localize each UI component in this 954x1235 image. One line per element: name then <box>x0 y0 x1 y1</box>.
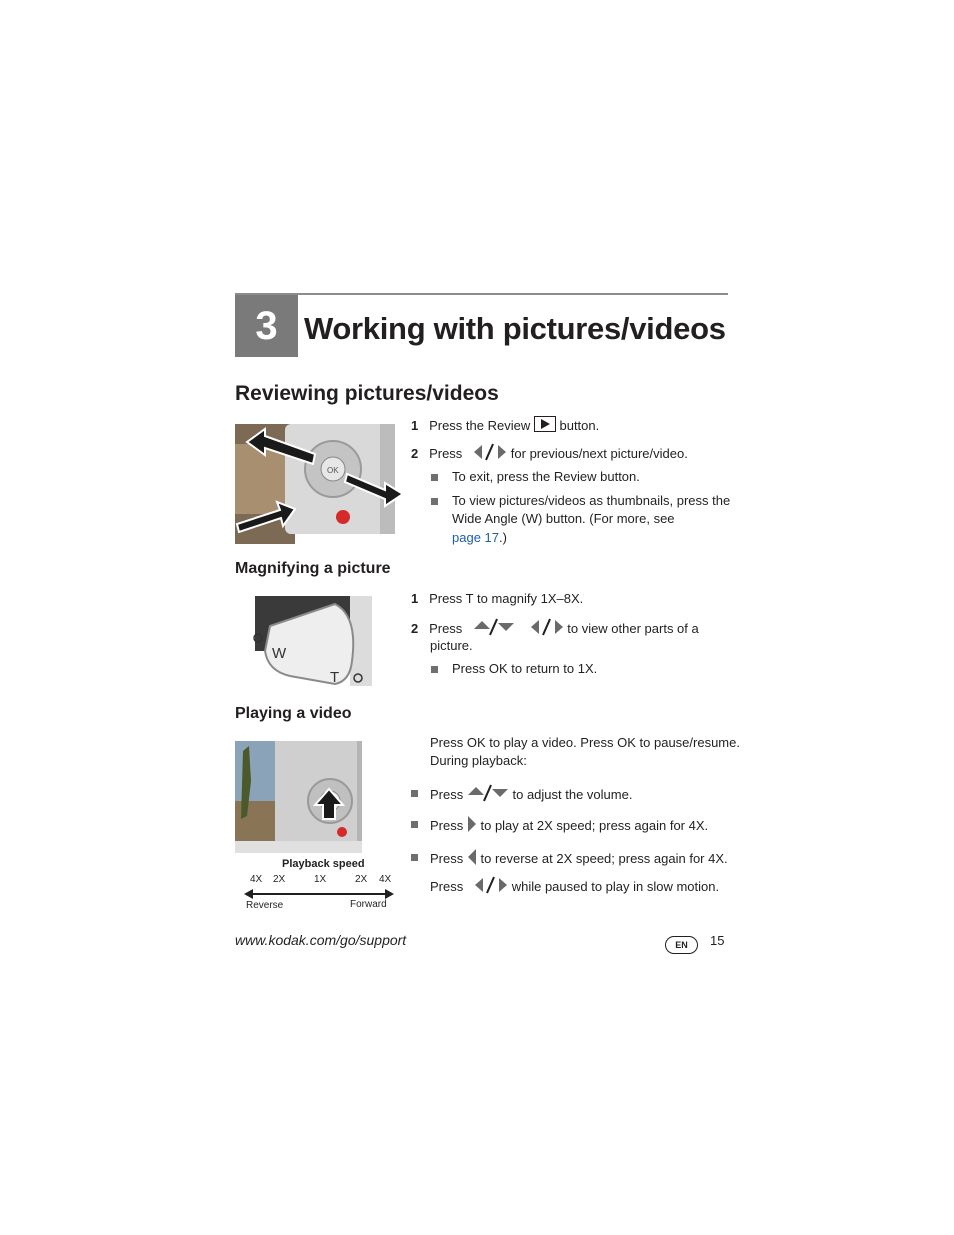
magnify-illustration <box>250 596 375 693</box>
support-url[interactable]: www.kodak.com/go/support <box>235 932 407 948</box>
bullet-marker <box>431 474 438 481</box>
bullet-text: to play at 2X speed; press again for 4X. <box>480 817 709 833</box>
bullet-marker <box>411 854 418 861</box>
magnify-step-2-line2: picture. <box>430 638 473 653</box>
review-step-2 <box>411 443 688 466</box>
up-down-arrows-icon <box>473 618 515 641</box>
right-arrow-icon <box>467 815 477 838</box>
review-illustration <box>235 424 405 544</box>
w-key-label: W <box>272 645 287 662</box>
press-label: Press <box>430 878 464 894</box>
review-bullet-2-line3 <box>452 529 507 547</box>
bullet-text: to adjust the volume. <box>512 786 633 802</box>
bullet-marker <box>411 821 418 828</box>
up-down-arrows-icon <box>467 784 509 807</box>
review-bullet-2-line1: To view pictures/videos as thumbnails, press the <box>452 493 731 508</box>
chapter-number: 3 <box>235 295 298 357</box>
speed-tick-reverse-4x: 4X <box>250 874 263 885</box>
step-text: Press <box>429 445 463 461</box>
video-illustration <box>235 741 362 853</box>
page-17-link[interactable]: page 17 <box>452 530 499 545</box>
step-text-after: to view other parts of a <box>567 620 699 636</box>
bullet-marker <box>431 498 438 505</box>
step-text: Press <box>429 620 463 636</box>
review-button-icon <box>534 416 556 437</box>
section-title: Reviewing pictures/videos <box>235 382 499 405</box>
video-intro-line1: Press OK to play a video. Press OK to pause/resume. <box>430 735 740 750</box>
bullet-text: while paused to play in slow motion. <box>511 878 720 894</box>
magnify-title: Magnifying a picture <box>235 560 391 577</box>
t-key-label: T <box>330 669 340 686</box>
chapter-rule <box>235 293 728 295</box>
speed-reverse-label: Reverse <box>246 900 284 911</box>
step-number: 1 <box>411 591 419 606</box>
bullet-marker <box>431 666 438 673</box>
review-step-1 <box>411 416 599 437</box>
step-text-after: for previous/next picture/video. <box>510 445 688 461</box>
video-intro-line2: During playback: <box>430 753 527 768</box>
step-text: Press the Review <box>429 417 531 433</box>
bullet-end: .) <box>499 530 507 545</box>
review-bullet-1: To exit, press the Review button. <box>452 469 640 484</box>
video-bullet-volume <box>430 784 632 807</box>
bullet-text: to reverse at 2X speed; press again for 4X. <box>480 850 728 866</box>
magnify-bullet-1: Press OK to return to 1X. <box>452 661 598 676</box>
video-title: Playing a video <box>235 705 352 722</box>
magnify-step-1 <box>411 590 583 608</box>
review-bullet-2-line2: Wide Angle (W) button. (For more, see <box>452 511 675 526</box>
bullet-marker <box>411 790 418 797</box>
svg-text:OK: OK <box>327 466 339 475</box>
press-label: Press <box>430 850 464 866</box>
speed-tick-forward-2x: 2X <box>355 874 368 885</box>
press-label: Press <box>430 786 464 802</box>
left-right-arrows-icon <box>473 443 507 466</box>
left-arrow-icon <box>467 848 477 871</box>
press-label: Press <box>430 817 464 833</box>
step-text: Press T to magnify 1X–8X. <box>429 591 584 606</box>
video-bullet-forward <box>430 815 708 838</box>
speed-tick-reverse-2x: 2X <box>273 874 286 885</box>
left-right-arrows-icon <box>474 876 508 899</box>
page-number: 15 <box>710 933 725 948</box>
step-text-after: button. <box>559 417 600 433</box>
step-number: 1 <box>411 417 419 433</box>
language-badge: EN <box>665 936 698 954</box>
speed-forward-label: Forward <box>350 899 387 910</box>
step-number: 2 <box>411 445 419 461</box>
chapter-title: Working with pictures/videos <box>304 311 726 346</box>
playback-speed-title: Playback speed <box>282 858 365 870</box>
speed-tick-1x: 1X <box>314 874 327 885</box>
left-right-arrows-icon <box>530 618 564 641</box>
step-number: 2 <box>411 620 419 636</box>
video-bullet-reverse <box>430 848 728 871</box>
speed-tick-forward-4x: 4X <box>379 874 392 885</box>
video-slow-motion <box>430 876 719 899</box>
